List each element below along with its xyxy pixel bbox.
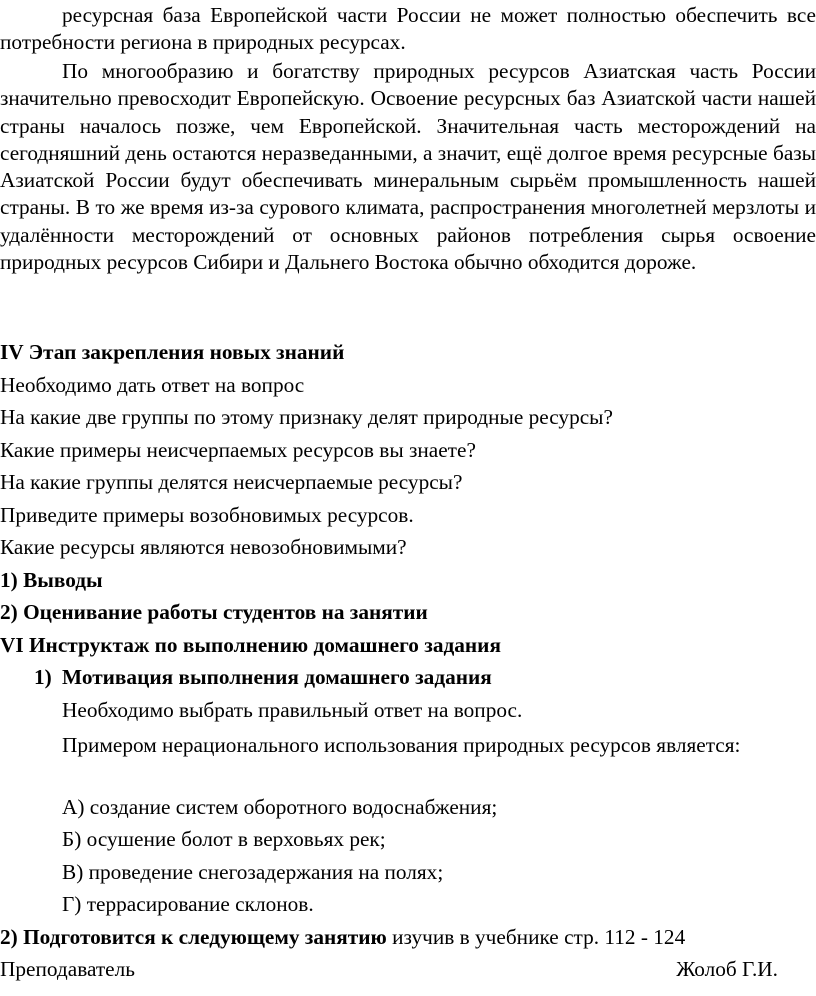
footer-name: Жолоб Г.И.: [676, 957, 778, 981]
section-6-heading: VI Инструктаж по выполнению домашнего задания: [0, 633, 501, 657]
answer-option: Б) осушение болот в верховьях рек;: [62, 827, 386, 851]
footer-role: Преподаватель: [0, 957, 135, 981]
list-number: 1): [34, 665, 52, 689]
task-question: Примером нерационального использования природных ресурсов является:: [62, 733, 741, 757]
question-line: Приведите примеры возобновимых ресурсов.: [0, 503, 414, 527]
evaluation-item: 2) Оценивание работы студентов на занятии: [0, 600, 428, 624]
paragraph-text: ресурсная база Европейской части России не может полностью обеспечить все потребности региона в природных ресурсах.: [0, 3, 816, 55]
paragraph-asian-part: [0, 58, 816, 276]
section-4-line: Необходимо дать ответ на вопрос: [0, 373, 305, 397]
answer-option: А) создание систем оборотного водоснабжения;: [62, 795, 498, 819]
answer-option: Г) террасирование склонов.: [62, 892, 314, 916]
next-lesson-bold: 2) Подготовится к следующему занятию: [0, 925, 387, 949]
question-line: На какие группы делятся неисчерпаемые ресурсы?: [0, 470, 463, 494]
question-line: Какие примеры неисчерпаемых ресурсов вы знаете?: [0, 438, 476, 462]
paragraph-resource-base: [0, 2, 816, 57]
question-line: Какие ресурсы являются невозобновимыми?: [0, 535, 407, 559]
question-line: На какие две группы по этому признаку делят природные ресурсы?: [0, 405, 613, 429]
conclusions-item: 1) Выводы: [0, 568, 103, 592]
section-4-heading: IV Этап закрепления новых знаний: [0, 340, 345, 364]
motivation-title: Мотивация выполнения домашнего задания: [62, 665, 492, 689]
answer-option: В) проведение снегозадержания на полях;: [62, 860, 444, 884]
instruction-line: Необходимо выбрать правильный ответ на вопрос.: [62, 698, 523, 722]
paragraph-text: По многообразию и богатству природных ресурсов Азиатская часть России значительно превосходит Европейскую. Освоение ресурсных баз Азиатской части нашей страны началось позже, чем Европейской. Значительная часть месторождений на сегодняшний день остаются неразведанными, а значит, ещё долгое время ресурсные базы Азиатской России будут обеспечивать минеральным сырьём промышленность нашей страны. В то же время из-за сурового климата, распространения многолетней мерзлоты и удалённости месторождений от основных районов потребления сырья освоение природных ресурсов Сибири и Дальнего Востока обычно обходится дороже.: [0, 59, 816, 275]
next-lesson-line: [0, 924, 685, 951]
next-lesson-rest: изучив в учебнике стр. 112 - 124: [386, 925, 686, 949]
